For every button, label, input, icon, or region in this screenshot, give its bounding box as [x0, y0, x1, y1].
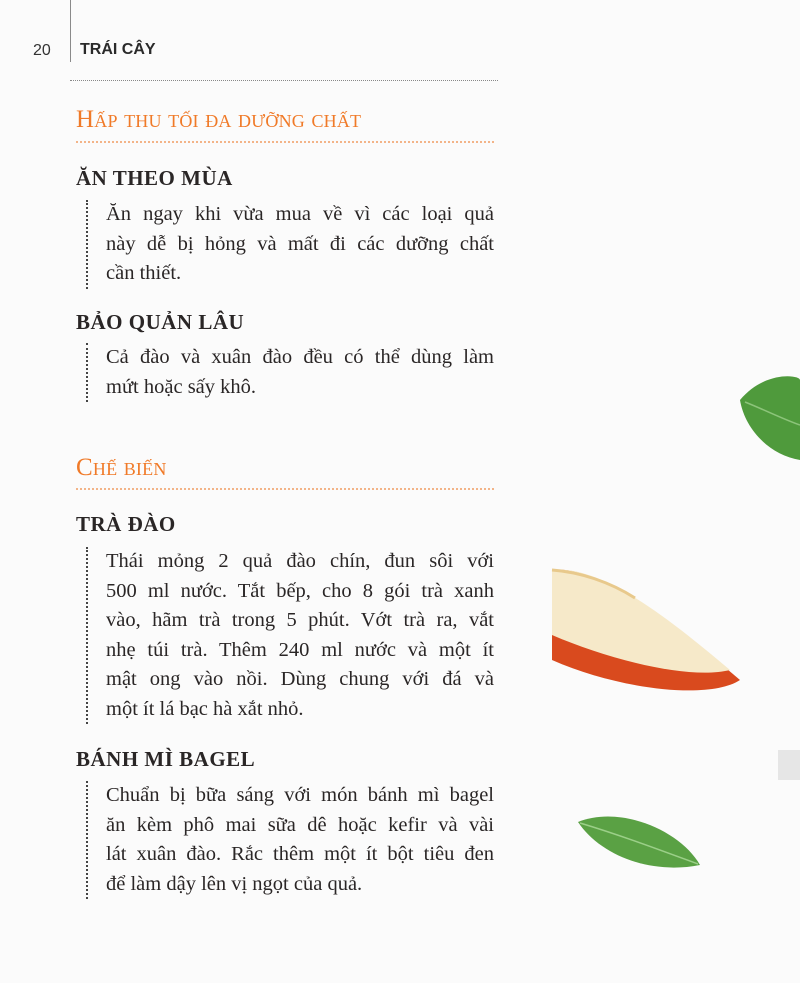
text-line: cần thiết. [106, 262, 182, 284]
text-line: lát xuân đào. Rắc thêm một ít bột tiêu đen [106, 843, 494, 865]
text-line: Cả đào và xuân đào đều có thể dùng làm [106, 346, 494, 368]
text-line: này dễ bị hỏng và mất đi các dưỡng chất [106, 232, 494, 255]
section-divider [76, 488, 494, 490]
paragraph [86, 200, 494, 289]
header-divider [70, 80, 498, 81]
text-line: 500 ml nước. Tắt bếp, cho 8 gói trà xanh [106, 579, 494, 602]
paragraph [86, 781, 494, 899]
section-title: Chế biến [76, 454, 167, 481]
subheading: TRÀ ĐÀO [76, 512, 176, 536]
text-line: để làm dậy lên vị ngọt của quả. [106, 872, 363, 895]
mint-leaf-icon [740, 376, 800, 460]
paragraph [86, 343, 494, 402]
running-title: TRÁI CÂY [80, 41, 156, 58]
cloth-corner [778, 750, 800, 780]
text-line: vào, hãm trà trong 5 phút. Vớt trà ra, vắt [106, 609, 494, 631]
subheading: BÁNH MÌ BAGEL [76, 747, 256, 771]
text-line: nhẹ túi trà. Thêm 240 ml nước và một ít [106, 638, 494, 661]
text-line: mật ong vào nồi. Dùng chung với đá và [106, 668, 494, 690]
section-title: Hấp thu tối đa dưỡng chất [76, 106, 362, 133]
text-line: mứt hoặc sấy khô. [106, 375, 257, 398]
subheading: ĂN THEO MÙA [76, 166, 233, 190]
mint-leaf-icon [578, 817, 700, 868]
food-photo [540, 360, 800, 920]
text-line: Ăn ngay khi vừa mua về vì các loại quả [106, 203, 494, 225]
subheading: BẢO QUẢN LÂU [76, 310, 245, 334]
header-rule [70, 0, 71, 62]
text-line: Chuẩn bị bữa sáng với món bánh mì bagel [106, 784, 494, 806]
text-line: ăn kèm phô mai sữa dê hoặc kefir và vài [106, 813, 494, 836]
page-number: 20 [33, 42, 51, 59]
text-line: một ít lá bạc hà xắt nhỏ. [106, 697, 304, 720]
text-line: Thái mỏng 2 quả đào chín, đun sôi với [106, 550, 494, 572]
section-divider [76, 141, 494, 143]
peach-slice-icon [552, 570, 740, 691]
paragraph [86, 547, 494, 724]
